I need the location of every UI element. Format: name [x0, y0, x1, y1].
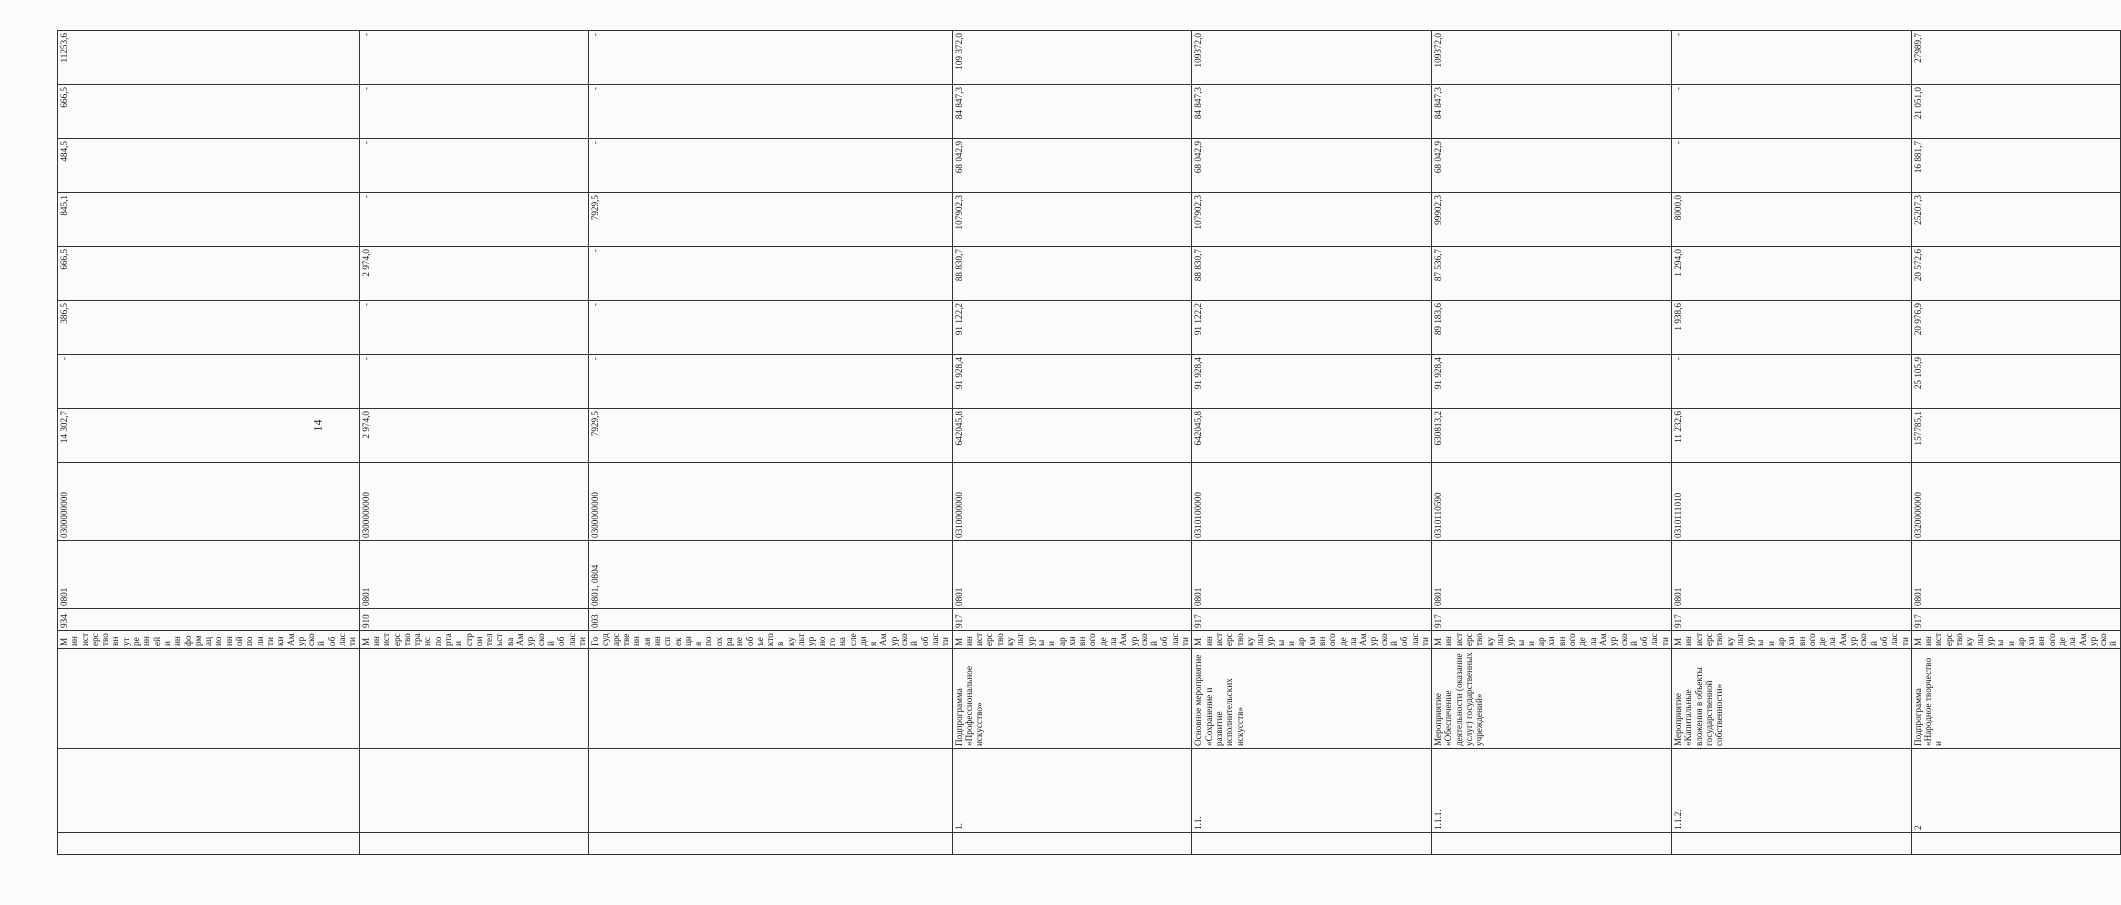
- cell-y2015: 386,5: [58, 301, 360, 355]
- budget-table: [57, 30, 2121, 855]
- cell-y2015: 91 122,2: [1192, 301, 1432, 355]
- cell-y2015: 89 183,6: [1432, 301, 1672, 355]
- cell-grbs: 917: [1432, 609, 1672, 631]
- cell-name: Подпрограмма «Профессиональное искусство»: [952, 649, 1192, 749]
- cell-grbs: 934: [58, 609, 360, 631]
- cell-rz: 0801, 0804: [589, 541, 952, 609]
- cell-y2016: 1 294,0: [1672, 247, 1912, 301]
- cell-exec: Министерство транспорта и строительства Амурской области: [359, 631, 589, 649]
- cell-y2017: 99902,3: [1432, 193, 1672, 247]
- cell-exec: Министерство внутренней и информационной политики Амурской области: [58, 631, 360, 649]
- cell-y2020: 11253,6: [58, 31, 360, 85]
- cell-y2018: -: [359, 139, 589, 193]
- cell-num: [58, 749, 360, 833]
- cell-name: Основное мероприятие «Сохранение и развитие исполнительских искусств»: [1192, 649, 1432, 749]
- cell-y2018: 16 881,7: [1911, 139, 2120, 193]
- cell-num: 1.1.1.: [1432, 749, 1672, 833]
- cell-total: 157785,1: [1911, 409, 2120, 463]
- cell-y2014: 91 928,4: [952, 355, 1192, 409]
- cell-y2018: 484,5: [58, 139, 360, 193]
- cell-num: [359, 749, 589, 833]
- cell-y2015: 20 976,9: [1911, 301, 2120, 355]
- cell-y2020: 27989,7: [1911, 31, 2120, 85]
- table-row: [1192, 31, 1432, 855]
- cell-y2016: 2 974,0: [359, 247, 589, 301]
- cell-grbs: 917: [1911, 609, 2120, 631]
- cell-y2020: -: [589, 31, 952, 85]
- cell-csr: 0300000000: [589, 463, 952, 541]
- cell-y2015: -: [359, 301, 589, 355]
- cell-csr: 0310111010: [1672, 463, 1912, 541]
- cell-csr: 0310000000: [952, 463, 1192, 541]
- cell-rz: 0801: [1192, 541, 1432, 609]
- cell-y2015: 1 938,6: [1672, 301, 1912, 355]
- cell-y2014: -: [58, 355, 360, 409]
- cell-num: 1.1.2.: [1672, 749, 1912, 833]
- cell-y2018: 68 042,9: [1432, 139, 1672, 193]
- page-number: 14: [310, 419, 325, 432]
- cell-rz: 0801: [1911, 541, 2120, 609]
- cell-y2017: 107902,3: [952, 193, 1192, 247]
- cell-y2019: 84 847,3: [952, 85, 1192, 139]
- cell-blank: [1911, 833, 2120, 855]
- cell-num: [589, 749, 952, 833]
- cell-total: 11 232,6: [1672, 409, 1912, 463]
- cell-y2017: -: [359, 193, 589, 247]
- cell-name: [58, 649, 360, 749]
- cell-grbs: 003: [589, 609, 952, 631]
- cell-y2014: 25 105,9: [1911, 355, 2120, 409]
- table-row: [1672, 31, 1912, 855]
- cell-y2017: 107902,3: [1192, 193, 1432, 247]
- table-row: [589, 31, 952, 855]
- cell-y2015: 91 122,2: [952, 301, 1192, 355]
- cell-y2019: -: [359, 85, 589, 139]
- cell-total: 642045,8: [952, 409, 1192, 463]
- cell-rz: 0801: [1672, 541, 1912, 609]
- cell-y2015: -: [589, 301, 952, 355]
- cell-y2018: -: [589, 139, 952, 193]
- cell-y2017: 8000,0: [1672, 193, 1912, 247]
- table-row: [1911, 31, 2120, 855]
- cell-y2014: -: [359, 355, 589, 409]
- cell-y2014: -: [589, 355, 952, 409]
- cell-num: 1.1.: [1192, 749, 1432, 833]
- cell-num: 2: [1911, 749, 2120, 833]
- cell-y2020: 109 372,0: [952, 31, 1192, 85]
- cell-blank: [359, 833, 589, 855]
- cell-total: 14 302,7: [58, 409, 360, 463]
- cell-name: Мероприятие «Обеспечение деятельности (оказание услуг) государственных учреждений»: [1432, 649, 1672, 749]
- cell-blank: [1192, 833, 1432, 855]
- cell-y2014: -: [1672, 355, 1912, 409]
- cell-y2019: 21 051,0: [1911, 85, 2120, 139]
- cell-blank: [1672, 833, 1912, 855]
- cell-name: Мероприятие «Капитальные вложения в объекты государственной собственности»: [1672, 649, 1912, 749]
- cell-y2017: 7929,5: [589, 193, 952, 247]
- table-body: [58, 31, 2121, 855]
- cell-total: 630813,2: [1432, 409, 1672, 463]
- cell-blank: [1432, 833, 1672, 855]
- cell-exec: Министерство культуры и архивного дела Амурской области: [1432, 631, 1672, 649]
- cell-y2020: 109372,0: [1192, 31, 1432, 85]
- cell-csr: 0310100000: [1192, 463, 1432, 541]
- cell-exec: Министерство культуры и архивного дела Амурской области: [1192, 631, 1432, 649]
- cell-total: 7929,5: [589, 409, 952, 463]
- cell-y2016: 87 536,7: [1432, 247, 1672, 301]
- cell-y2019: 84 847,3: [1432, 85, 1672, 139]
- cell-exec: Министерство культуры и архивного дела Амурской области: [1672, 631, 1912, 649]
- cell-grbs: 917: [1672, 609, 1912, 631]
- cell-y2016: 20 572,6: [1911, 247, 2120, 301]
- cell-blank: [952, 833, 1192, 855]
- cell-exec: Министерство культуры и архивного дела Амурской области: [952, 631, 1192, 649]
- cell-y2020: -: [1672, 31, 1912, 85]
- cell-y2018: 68 042,9: [952, 139, 1192, 193]
- cell-csr: 0320000000: [1911, 463, 2120, 541]
- cell-y2019: 666,5: [58, 85, 360, 139]
- cell-csr: 0310110590: [1432, 463, 1672, 541]
- cell-exec: Министерство культуры и архивного дела Амурской: [1911, 631, 2120, 649]
- cell-blank: [589, 833, 952, 855]
- cell-y2014: 91 928,4: [1192, 355, 1432, 409]
- table-row: [359, 31, 589, 855]
- cell-y2017: 845,1: [58, 193, 360, 247]
- cell-y2016: -: [589, 247, 952, 301]
- cell-y2019: -: [1672, 85, 1912, 139]
- cell-grbs: 917: [1192, 609, 1432, 631]
- cell-name: [359, 649, 589, 749]
- table-row: [952, 31, 1192, 855]
- cell-rz: 0801: [58, 541, 360, 609]
- table-row: [58, 31, 360, 855]
- cell-csr: 0300000000: [359, 463, 589, 541]
- table-container: [57, 33, 2119, 855]
- cell-num: 1.: [952, 749, 1192, 833]
- cell-y2019: 84 847,3: [1192, 85, 1432, 139]
- cell-y2014: 91 928,4: [1432, 355, 1672, 409]
- cell-y2018: 68 042,9: [1192, 139, 1432, 193]
- cell-name: [589, 649, 952, 749]
- cell-y2020: -: [359, 31, 589, 85]
- cell-y2016: 666,5: [58, 247, 360, 301]
- cell-y2018: -: [1672, 139, 1912, 193]
- cell-total: 642045,8: [1192, 409, 1432, 463]
- table-row: [1432, 31, 1672, 855]
- cell-grbs: 910: [359, 609, 589, 631]
- cell-y2016: 88 830,7: [1192, 247, 1432, 301]
- cell-blank: [58, 833, 360, 855]
- cell-rz: 0801: [1432, 541, 1672, 609]
- cell-y2017: 25207,3: [1911, 193, 2120, 247]
- cell-y2016: 88 830,7: [952, 247, 1192, 301]
- cell-grbs: 917: [952, 609, 1192, 631]
- cell-y2019: -: [589, 85, 952, 139]
- cell-exec: Государственная инспекция по охране объектов культурного наследия Амурской области: [589, 631, 952, 649]
- cell-name: Подпрограмма «Народное творчество и: [1911, 649, 2120, 749]
- cell-y2020: 109372,0: [1432, 31, 1672, 85]
- cell-rz: 0801: [952, 541, 1192, 609]
- cell-csr: 0300000000: [58, 463, 360, 541]
- cell-rz: 0801: [359, 541, 589, 609]
- cell-total: 2 974,0: [359, 409, 589, 463]
- rotated-table-page: [57, 33, 2119, 855]
